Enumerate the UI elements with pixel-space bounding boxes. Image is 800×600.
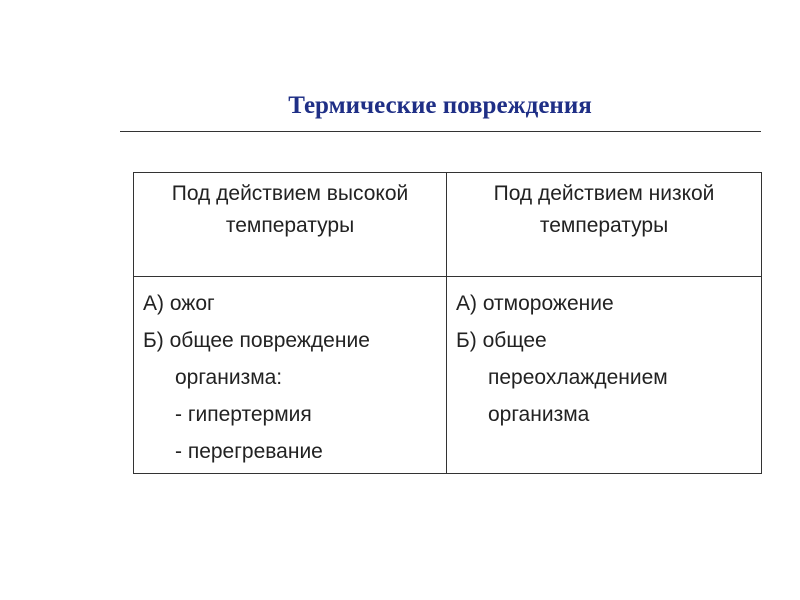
low-item-b-continuation-1: переохлаждением (488, 366, 668, 389)
high-item-a: А) ожог (143, 292, 215, 315)
high-subitem-hyperthermia: - гипертермия (175, 403, 312, 426)
header-high-temperature (134, 173, 447, 277)
title-divider (120, 131, 761, 132)
table-body-row (134, 277, 762, 474)
low-item-b-continuation-2: организма (488, 403, 590, 426)
slide-title: Термические повреждения (288, 92, 592, 119)
low-item-a: А) отморожение (456, 292, 614, 315)
header-high-temperature-line2: температуры (225, 214, 355, 237)
thermal-injuries-table (133, 172, 762, 474)
header-low-temperature (447, 173, 762, 277)
high-item-b: Б) общее повреждение (143, 329, 370, 352)
header-low-temperature-line2: температуры (539, 214, 669, 237)
table-header-row (134, 173, 762, 277)
high-subitem-overheating: - перегревание (175, 440, 323, 463)
header-low-temperature-line1: Под действием низкой (493, 182, 715, 205)
high-item-b-continuation: организма: (175, 366, 283, 389)
high-temperature-cell (134, 277, 447, 474)
header-high-temperature-line1: Под действием высокой (171, 182, 409, 205)
low-item-b: Б) общее (456, 329, 547, 352)
low-temperature-cell (447, 277, 762, 474)
